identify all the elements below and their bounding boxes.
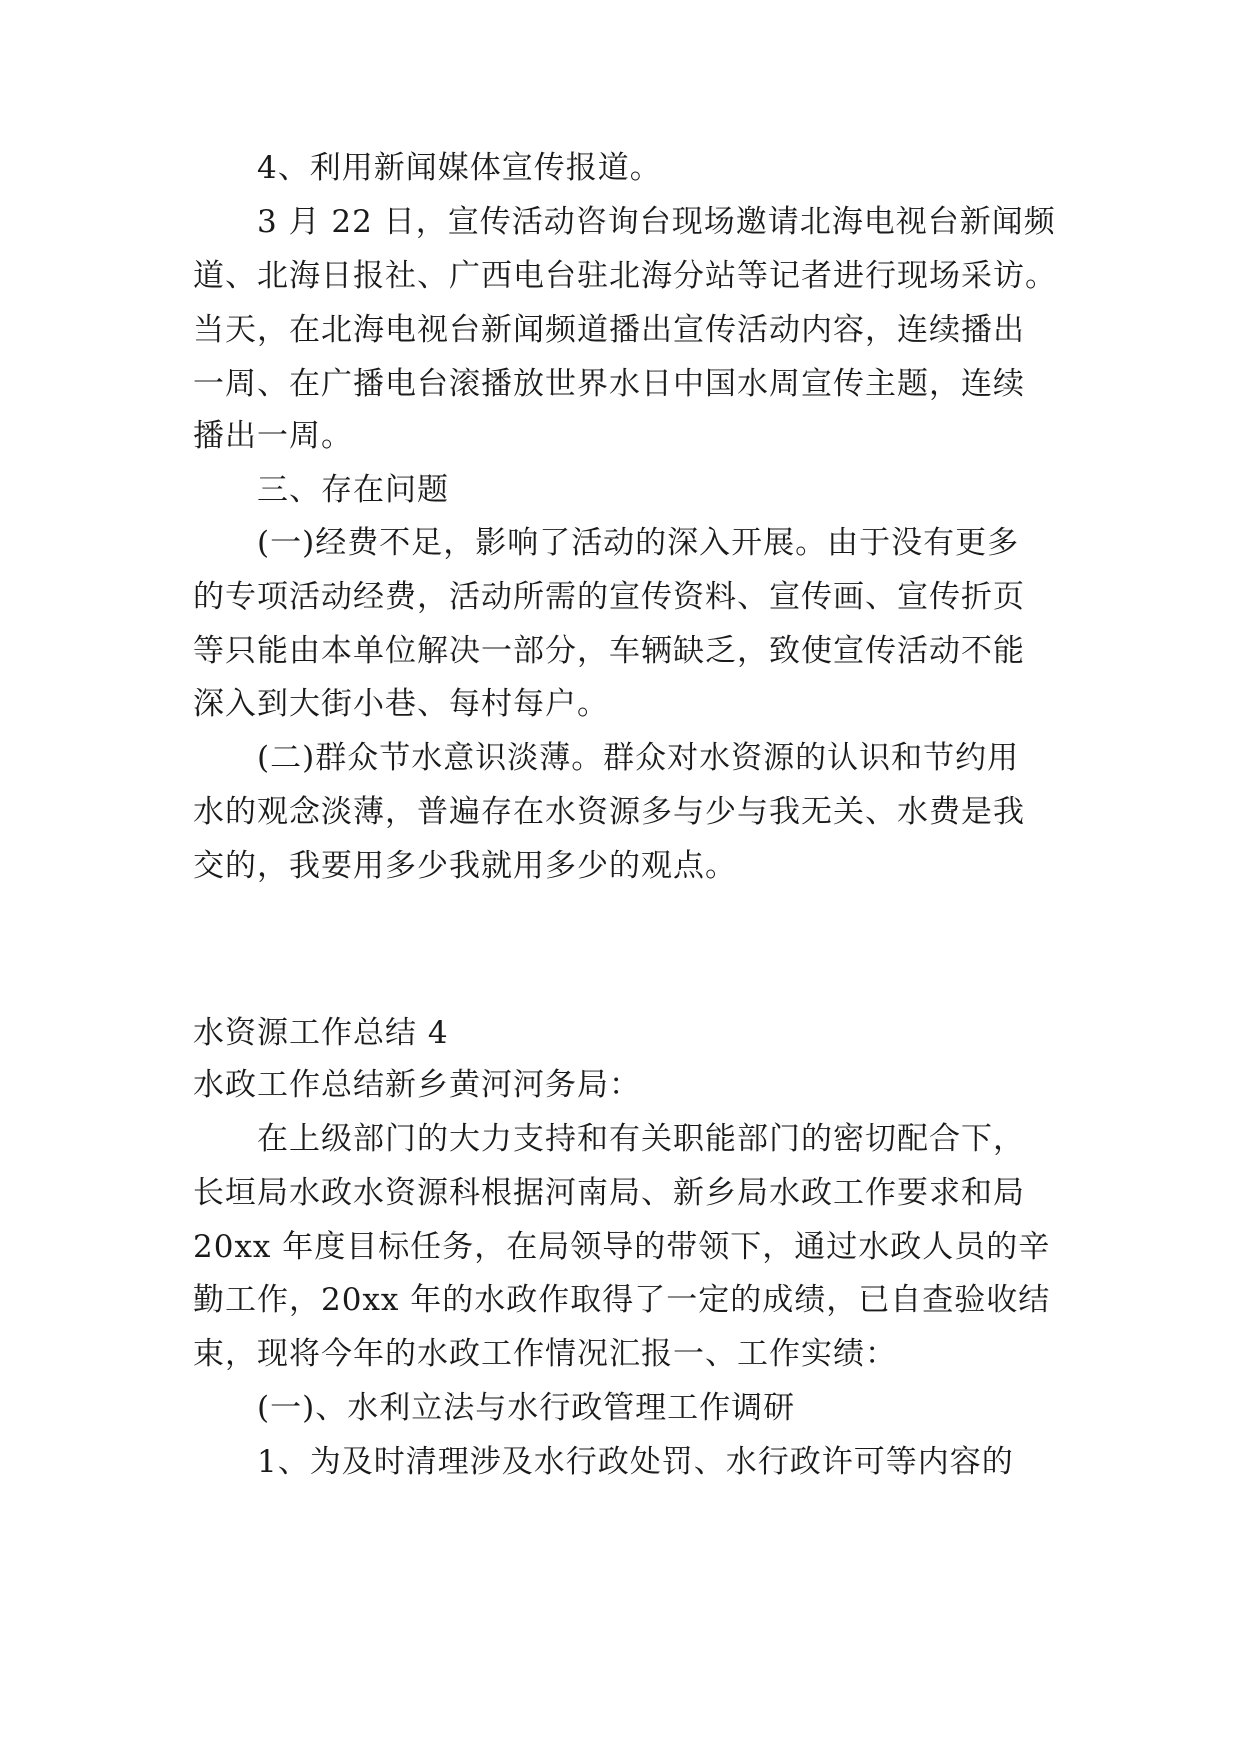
paragraph-line: (二)群众节水意识淡薄。群众对水资源的认识和节约用 [257,740,1020,776]
paragraph-line: 水的观念淡薄，普遍存在水资源多与少与我无关、水费是我 [193,794,1025,830]
paragraph-line: 播出一周。 [193,418,353,454]
paragraph-line: 等只能由本单位解决一部分，车辆缺乏，致使宣传活动不能 [193,633,1025,669]
paragraph-line: (一)经费不足，影响了活动的深入开展。由于没有更多 [257,525,1020,561]
section-heading: 三、存在问题 [257,472,449,508]
paragraph-line: 交的，我要用多少我就用多少的观点。 [193,848,737,884]
paragraph-line: 4、利用新闻媒体宣传报道。 [257,150,662,186]
paragraph-line: 一周、在广播电台滚播放世界水日中国水周宣传主题，连续 [193,366,1025,402]
paragraph-line: 道、北海日报社、广西电台驻北海分站等记者进行现场采访。 [193,258,1057,294]
paragraph-line: 深入到大街小巷、每村每户。 [193,686,609,722]
document-title: 水资源工作总结 4 [193,1015,449,1051]
paragraph-line: 长垣局水政水资源科根据河南局、新乡局水政工作要求和局 [193,1175,1025,1211]
paragraph-line: 当天，在北海电视台新闻频道播出宣传活动内容，连续播出 [193,312,1025,348]
paragraph-line: 1、为及时清理涉及水行政处罚、水行政许可等内容的 [257,1444,1014,1480]
paragraph-line: 20xx 年度目标任务，在局领导的带领下，通过水政人员的辛 [193,1229,1051,1265]
paragraph-line: 的专项活动经费，活动所需的宣传资料、宣传画、宣传折页 [193,579,1025,615]
document-subtitle: 水政工作总结新乡黄河河务局： [193,1067,641,1103]
section-heading: (一)、水利立法与水行政管理工作调研 [257,1390,796,1426]
paragraph-line: 勤工作，20xx 年的水政作取得了一定的成绩，已自查验收结 [193,1282,1051,1318]
paragraph-line: 3 月 22 日，宣传活动咨询台现场邀请北海电视台新闻频 [257,204,1056,240]
paragraph-line: 束，现将今年的水政工作情况汇报一、工作实绩： [193,1336,897,1372]
paragraph-line: 在上级部门的大力支持和有关职能部门的密切配合下， [257,1121,1025,1157]
